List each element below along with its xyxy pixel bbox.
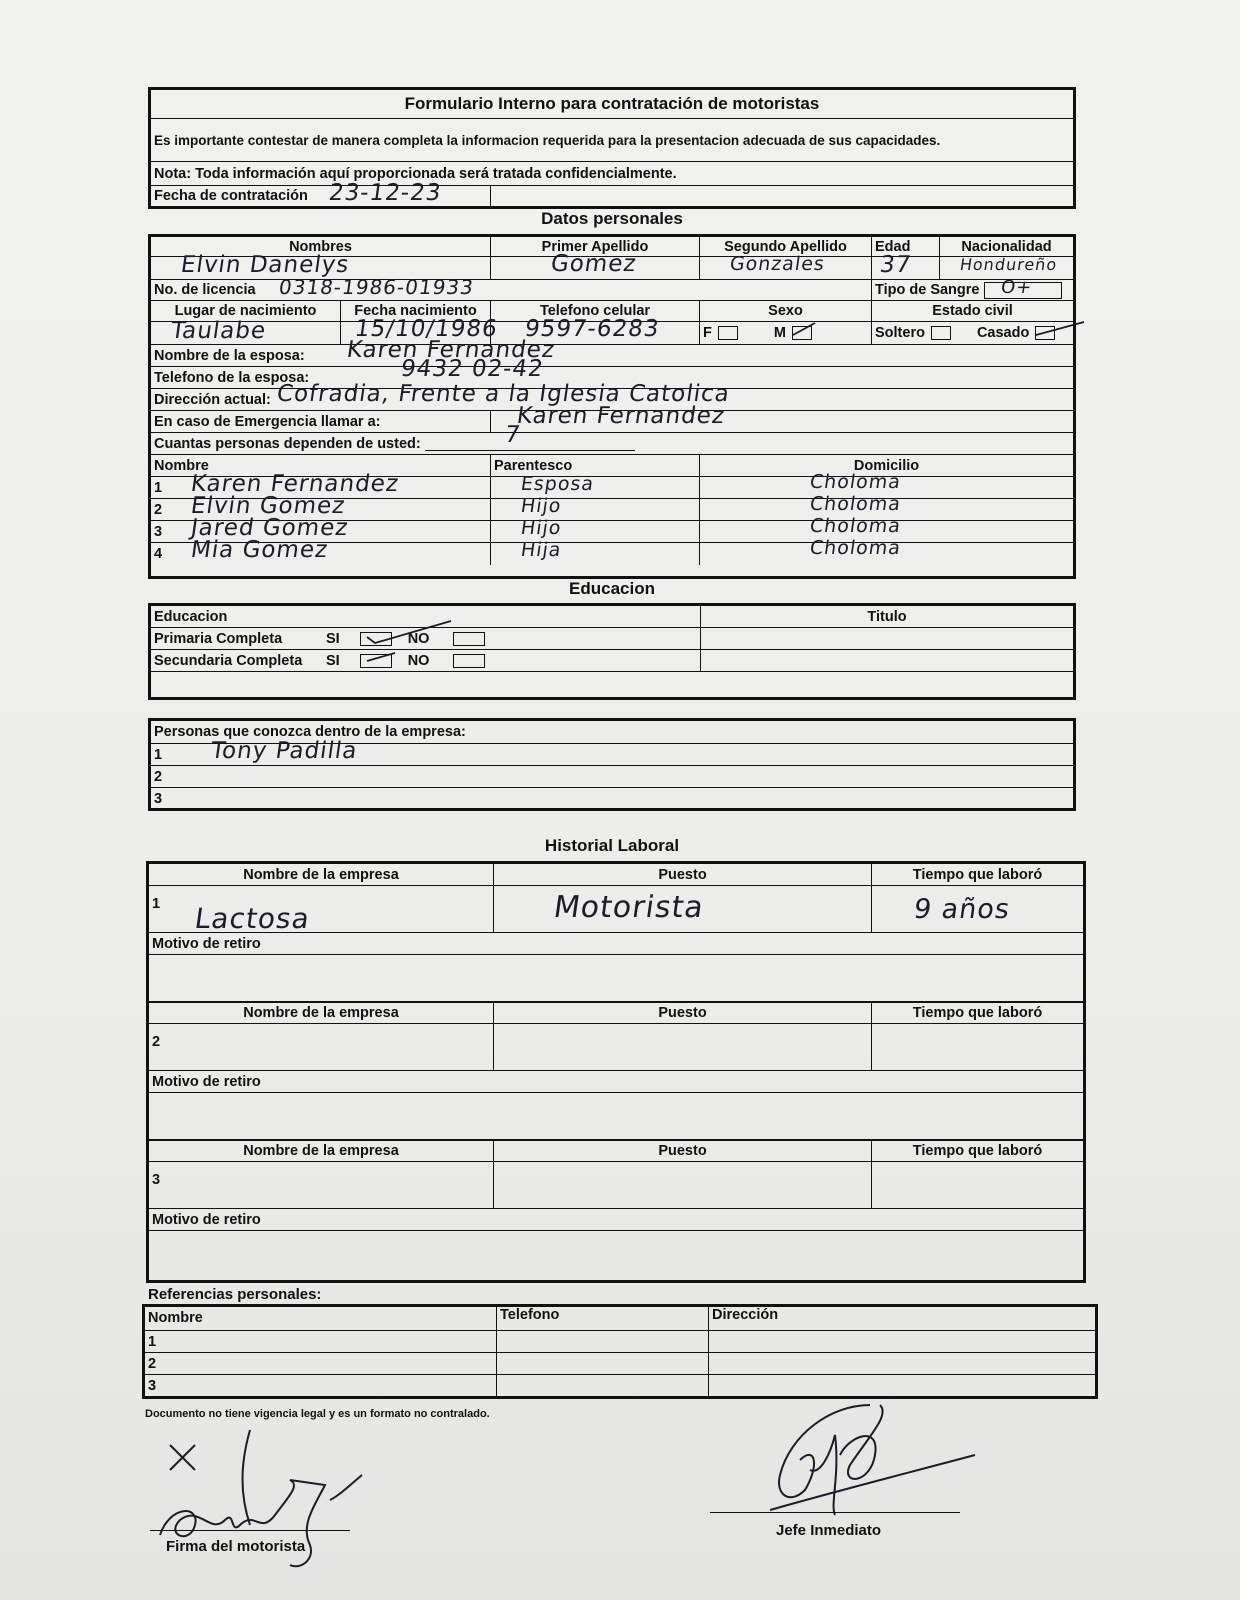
dependent-parentesco-value: Hijo (519, 517, 564, 539)
work-tiempo-field[interactable] (872, 1162, 1083, 1208)
acquaintance-number: 3 (154, 791, 163, 807)
emergencia-field[interactable] (491, 403, 1073, 432)
lugar-nacimiento-header: Lugar de nacimiento (151, 301, 341, 321)
nombres-value: Elvin Danelys (179, 252, 352, 278)
estado-civil-field (872, 322, 1073, 344)
licencia-cell[interactable] (151, 275, 872, 300)
confidential-note: Nota: Toda información aquí proporcionada será tratada confidencialmente. (154, 165, 677, 182)
motivo-retiro-field[interactable] (149, 955, 1083, 1002)
licencia-value: 0318-1986-01933 (277, 275, 476, 299)
reference-telefono-cell[interactable] (497, 1375, 709, 1397)
segundo-apellido-field[interactable] (700, 253, 872, 279)
edad-header: Edad (872, 237, 940, 256)
lugar-nacimiento-field[interactable] (151, 318, 341, 344)
work-section-title: Historial Laboral (544, 836, 680, 855)
fecha-nacimiento-header: Fecha nacimiento (341, 301, 491, 321)
dep-nombre-header: Nombre (151, 455, 491, 476)
motivo-label-row (149, 1071, 1083, 1093)
dependent-name-cell[interactable] (151, 537, 491, 565)
education-section (148, 603, 1076, 700)
secundaria-si-label: SI (326, 652, 340, 669)
tel-esposa-value: 9432 02-42 (399, 356, 546, 382)
sexo-field (700, 322, 872, 344)
check-mark-icon (365, 649, 405, 669)
work-puesto-header: Puesto (494, 1003, 872, 1023)
tel-esposa-label: Telefono de la esposa: (154, 369, 310, 386)
motivo-label-row (149, 1209, 1083, 1231)
segundo-apellido-value: Gonzales (728, 253, 827, 275)
emergencia-label: En caso de Emergencia llamar a: (154, 413, 381, 430)
form-title: Formulario Interno para contratación de motoristas (404, 94, 820, 113)
tipo-sangre-value: O+ (1000, 276, 1035, 298)
sexo-f-label: F (703, 325, 712, 341)
reference-row (145, 1331, 1095, 1353)
motivo-retiro-label: Motivo de retiro (152, 1211, 261, 1228)
dependent-name-value: Jared Gomez (189, 515, 351, 541)
dependent-parentesco-cell[interactable] (491, 539, 700, 565)
direccion-label: Dirección actual: (154, 391, 271, 408)
acquaintances-label: Personas que conozca dentro de la empresa: (154, 724, 466, 740)
reference-direccion-cell[interactable] (709, 1353, 1095, 1374)
ref-telefono-header: Telefono (497, 1307, 709, 1330)
dependent-number: 1 (154, 479, 163, 496)
emergencia-label-cell (151, 411, 491, 432)
fecha-nacimiento-value: 15/10/1986 (353, 316, 500, 342)
motivo-retiro-field[interactable] (149, 1093, 1083, 1140)
work-value-row (149, 1024, 1083, 1071)
references-section (142, 1304, 1098, 1399)
work-tiempo-field[interactable] (872, 886, 1083, 932)
dep-domicilio-header: Domicilio (853, 457, 920, 474)
soltero-checkbox[interactable] (931, 326, 951, 340)
dependent-parentesco-value: Hijo (519, 495, 564, 517)
reference-nombre-cell[interactable] (145, 1353, 497, 1374)
primer-apellido-field[interactable] (491, 251, 700, 279)
work-empresa-header: Nombre de la empresa (149, 864, 494, 885)
reference-telefono-cell[interactable] (497, 1331, 709, 1352)
dependent-parentesco-value: Esposa (519, 473, 596, 495)
work-number: 3 (152, 1172, 161, 1188)
motivo-label-row (149, 933, 1083, 955)
esposa-value: Karen Fernandez (345, 337, 557, 363)
primer-apellido-value: Gomez (549, 251, 639, 277)
acquaintance-row (151, 788, 1073, 810)
intro-text: Es importante contestar de manera completa la informacion requerida para la presentacion adecuada de sus capacidades. (154, 132, 941, 148)
hire-date-cell (151, 180, 491, 206)
reference-nombre-cell[interactable] (145, 1375, 497, 1397)
casado-checkbox[interactable] (1035, 326, 1055, 340)
dependientes-field[interactable] (151, 422, 1073, 454)
tipo-sangre-label: Tipo de Sangre (875, 282, 980, 298)
work-puesto-value: Motorista (551, 890, 707, 925)
esposa-label: Nombre de la esposa: (154, 347, 305, 364)
secundaria-label: Secundaria Completa (154, 652, 303, 669)
dependent-domicilio-value: Choloma (808, 537, 903, 559)
primaria-si-label: SI (326, 630, 340, 647)
motivo-retiro-field[interactable] (149, 1231, 1083, 1278)
esposa-field[interactable] (151, 337, 1073, 366)
dependent-number: 2 (154, 501, 163, 518)
dependent-row (151, 537, 1073, 565)
work-puesto-header: Puesto (494, 1141, 872, 1161)
dependent-domicilio-value: Choloma (808, 493, 903, 515)
soltero-label: Soltero (875, 325, 925, 341)
education-section-title: Educacion (569, 579, 655, 598)
primaria-label: Primaria Completa (154, 630, 283, 647)
dependent-parentesco-value: Hija (519, 539, 564, 561)
casado-label: Casado (976, 325, 1030, 341)
work-empresa-field[interactable] (149, 1024, 494, 1070)
reference-nombre-cell[interactable] (145, 1331, 497, 1352)
disclaimer: Documento no tiene vigencia legal y es un formato no contralado. (145, 1408, 490, 1420)
secundaria-no-checkbox[interactable] (453, 654, 485, 668)
work-number: 2 (152, 1034, 161, 1050)
edad-field[interactable] (872, 252, 940, 279)
reference-row (145, 1353, 1095, 1375)
acquaintance-cell[interactable] (151, 766, 1073, 787)
work-tiempo-value: 9 años (911, 894, 1013, 925)
dependientes-value: 7 (503, 422, 523, 448)
dependent-domicilio-cell[interactable] (700, 537, 1073, 565)
work-tiempo-field[interactable] (872, 1024, 1083, 1070)
work-empresa-header: Nombre de la empresa (149, 1141, 494, 1161)
work-header-row (149, 1002, 1083, 1024)
work-empresa-field[interactable] (149, 1162, 494, 1208)
acquaintance-name-value: Tony Padilla (209, 738, 360, 764)
reference-direccion-cell[interactable] (709, 1331, 1095, 1352)
reference-direccion-cell[interactable] (709, 1375, 1095, 1397)
primaria-no-label: NO (407, 630, 430, 647)
edad-value: 37 (878, 252, 914, 278)
jefe-inmediato-label: Jefe Inmediato (776, 1522, 882, 1539)
sexo-m-checkbox[interactable] (792, 326, 812, 340)
motivo-retiro-label: Motivo de retiro (152, 935, 261, 952)
secundaria-titulo[interactable] (701, 650, 1073, 671)
primaria-titulo[interactable] (701, 628, 1073, 649)
telefono-value: 9597-6283 (523, 316, 662, 342)
work-header-row (149, 864, 1083, 886)
hire-date-label: Fecha de contratación (154, 188, 308, 204)
segundo-apellido-header: Segundo Apellido (700, 237, 872, 256)
dependent-number: 3 (154, 523, 163, 540)
acquaintance-number: 2 (154, 768, 163, 785)
firma-motorista-label: Firma del motorista (166, 1538, 306, 1555)
motorista-signature-line (150, 1530, 350, 1531)
acquaintances-section (148, 718, 1076, 811)
check-mark-icon (365, 619, 455, 645)
work-puesto-field[interactable] (494, 886, 872, 932)
personal-section-title: Datos personales (541, 209, 683, 228)
work-header-row (149, 1140, 1083, 1162)
emergencia-value: Karen Fernandez (515, 403, 727, 429)
education-blank-row[interactable] (151, 672, 1073, 697)
hire-date-value[interactable]: 23-12-23 (327, 180, 444, 206)
secundaria-row (151, 650, 701, 671)
primaria-si-checkbox[interactable] (360, 632, 392, 646)
dependent-domicilio-value: Choloma (808, 471, 903, 493)
educacion-header: Educacion (151, 606, 701, 627)
work-tiempo-header: Tiempo que laboró (912, 1143, 1043, 1159)
dependent-number: 4 (154, 546, 163, 562)
work-number: 1 (152, 896, 161, 912)
ref-direccion-header: Dirección (712, 1307, 779, 1323)
work-value-row (149, 1162, 1083, 1209)
reference-telefono-cell[interactable] (497, 1353, 709, 1374)
reference-number: 2 (148, 1355, 157, 1372)
dependent-domicilio-value: Choloma (808, 515, 903, 537)
acquaintance-cell[interactable] (151, 788, 1073, 810)
licencia-label: No. de licencia (154, 282, 256, 298)
header-section (148, 87, 1076, 209)
reference-number: 1 (148, 1333, 157, 1350)
acquaintance-row (151, 738, 1073, 766)
dependent-name-value: Mia Gomez (189, 537, 330, 563)
sexo-f-checkbox[interactable] (718, 326, 738, 340)
telefono-header: Telefono celular (491, 301, 700, 321)
nacionalidad-value: Hondureño (958, 255, 1059, 274)
primer-apellido-header: Primer Apellido (491, 237, 700, 256)
lugar-nacimiento-value: Taulabe (169, 318, 268, 344)
reference-number: 3 (148, 1378, 157, 1394)
secundaria-si-checkbox[interactable] (360, 654, 392, 668)
jefe-signature-icon (760, 1395, 980, 1525)
work-tiempo-header: Tiempo que laboró (912, 866, 1043, 883)
sexo-header: Sexo (700, 301, 872, 321)
direccion-value: Cofradia, Frente a la Iglesia Catolica (275, 381, 732, 407)
acquaintance-row (151, 766, 1073, 788)
work-puesto-header: Puesto (494, 864, 872, 885)
acquaintance-number: 1 (154, 746, 163, 763)
jefe-signature-line (710, 1512, 960, 1513)
work-empresa-header: Nombre de la empresa (149, 1003, 494, 1023)
work-puesto-field[interactable] (494, 1024, 872, 1070)
dependientes-label: Cuantas personas dependen de usted: (154, 435, 421, 452)
tipo-sangre-cell[interactable] (872, 276, 1073, 300)
nacionalidad-field[interactable] (940, 257, 1073, 279)
work-tiempo-header: Tiempo que laboró (912, 1005, 1043, 1021)
hire-date-blank (491, 186, 1073, 206)
dependent-name-value: Elvin Gomez (189, 493, 348, 519)
primaria-row (151, 628, 701, 649)
nombres-header: Nombres (151, 237, 491, 256)
work-value-row (149, 886, 1083, 933)
dependent-name-value: Karen Fernandez (189, 471, 401, 497)
work-puesto-field[interactable] (494, 1162, 872, 1208)
tipo-sangre-box (984, 276, 1062, 299)
ref-nombre-header: Nombre (145, 1307, 497, 1330)
check-mark-icon (791, 321, 817, 339)
dep-parentesco-header: Parentesco (491, 455, 700, 476)
check-mark-icon (1034, 320, 1090, 340)
references-label: Referencias personales: (148, 1286, 322, 1303)
dependientes-underline (425, 436, 635, 451)
primaria-no-checkbox[interactable] (453, 632, 485, 646)
estado-civil-header: Estado civil (932, 303, 1013, 319)
personal-section (148, 234, 1076, 579)
sexo-m-label: M (773, 325, 786, 341)
nacionalidad-header: Nacionalidad (961, 238, 1052, 255)
reference-row (145, 1375, 1095, 1397)
acquaintance-cell[interactable] (151, 738, 1073, 765)
work-empresa-value: Lactosa (192, 902, 313, 935)
titulo-header: Titulo (867, 608, 907, 625)
work-empresa-field[interactable] (149, 886, 494, 935)
secundaria-no-label: NO (407, 652, 430, 669)
motivo-retiro-label: Motivo de retiro (152, 1073, 261, 1090)
work-section (146, 861, 1086, 1283)
